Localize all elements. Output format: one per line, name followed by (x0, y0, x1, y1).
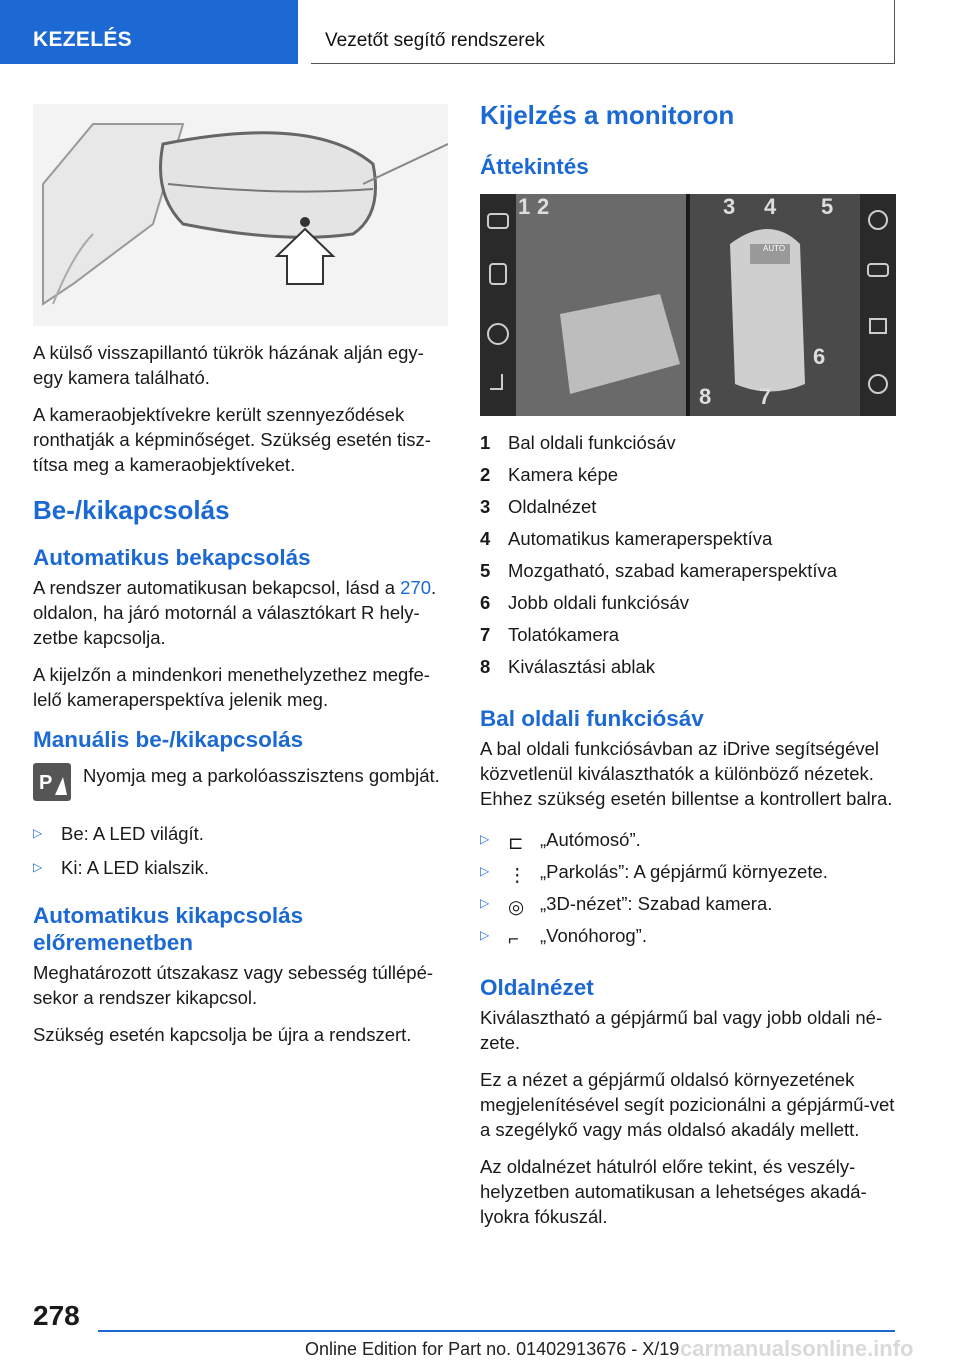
svg-text:2: 2 (537, 194, 550, 219)
legend-item: 4 Automatikus kameraperspektíva (480, 528, 773, 549)
triangle-bullet-icon: ▷ (33, 826, 43, 840)
auto-on-heading: Automatikus bekapcsolás (33, 545, 311, 570)
auto-on-text2: A kijelzőn a mindenkori menethelyzethez megfe-lelő kameraperspektíva jelenik meg. (33, 664, 430, 710)
footer-rule (98, 1330, 895, 1332)
overview-heading: Áttekintés (480, 154, 589, 179)
right-column (480, 100, 896, 1241)
side-text1: Kiválasztható a gépjármű bal vagy jobb oldali né-zete. (480, 1007, 883, 1053)
svg-text:4: 4 (764, 194, 777, 219)
legend-item: 1 Bal oldali funkciósáv (480, 432, 676, 453)
triangle-bullet-icon: ▷ (480, 832, 490, 846)
legend-item: 3 Oldalnézet (480, 496, 597, 517)
dirt-note: A kameraobjektívekre került szennyeződések ronthatják a képminőséget. Szükség esetén tisz-títsa meg a kameraobjektíveket. (33, 404, 431, 475)
svg-text:6: 6 (813, 344, 826, 369)
svg-text:P: P (39, 772, 53, 794)
left-bar-text: A bal oldali funkciósávban az iDrive segítségével közvetlenül kiválaszthatók a különböző nézetek. Ehhez szükség esetén billentse a kontrollert balra. (480, 738, 893, 809)
monitor-heading: Kijelzés a monitoron (480, 100, 735, 130)
auto-label: AUTO (763, 244, 786, 253)
car-wash-icon: ⊏ (508, 831, 524, 853)
side-text3: Az oldalnézet hátulról előre tekint, és veszély-helyzetben automatikusan a lehetséges akadá-lyokra fókuszál. (480, 1156, 867, 1227)
triangle-bullet-icon: ▷ (33, 860, 43, 874)
auto-off-text: Meghatározott útszakasz vagy sebesség túllépé-sekor a rendszer kikapcsol. (33, 962, 434, 1008)
tow-hook-icon: ⌐ (508, 927, 519, 949)
legend-list (480, 430, 896, 679)
manual-row (33, 763, 448, 801)
monitor-screen-illustration (480, 194, 896, 416)
camera-caption: A külső visszapillantó tükrök házának alján egy-egy kamera található. (33, 342, 424, 388)
edition-text: Online Edition for Part no. 01402913676 - X/19 (305, 1339, 680, 1359)
svg-text:5: 5 (821, 194, 834, 219)
auto-on-text: A rendszer automatikusan bekapcsol, lásd a 270. oldalon, ha járó motornál a választókart R hely-zetbe kapcsolja. (33, 577, 437, 648)
page-number: 278 (33, 1300, 80, 1331)
triangle-bullet-icon: ▷ (480, 928, 490, 942)
view-tow: ▷ ⌐ „Vonóhorog”. (480, 925, 647, 949)
svg-text:1: 1 (518, 194, 531, 219)
3d-view-icon: ◎ (508, 895, 525, 917)
watermark: carmanualsonline.info (680, 1336, 914, 1361)
auto-off-heading: Automatikus kikapcsolás előremenetben (33, 903, 304, 955)
section-title: KEZELÉS (33, 28, 132, 51)
left-bar-heading: Bal oldali funkciósáv (480, 706, 704, 731)
view-parking: ▷ ⋮ „Parkolás”: A gépjármű környezete. (480, 861, 828, 885)
chapter-title: Vezetőt segítő rendszerek (325, 30, 545, 51)
section-tab (0, 0, 298, 64)
svg-text:7: 7 (759, 384, 772, 409)
bullet-on: ▷ Be: A LED világít. (33, 823, 204, 844)
svg-text:3: 3 (723, 194, 736, 219)
svg-text:8: 8 (699, 384, 712, 409)
triangle-bullet-icon: ▷ (480, 864, 490, 878)
left-column (33, 104, 448, 1059)
view-3d: ▷ ◎ „3D-nézet”: Szabad kamera. (480, 893, 773, 917)
legend-item: 2 Kamera képe (480, 464, 619, 485)
manual-text: Nyomja meg a parkolóasszisztens gombját. (83, 765, 440, 786)
parking-view-icon: ⋮ (508, 863, 527, 885)
legend-item: 5 Mozgatható, szabad kameraperspektíva (480, 560, 838, 581)
legend-item: 7 Tolatókamera (480, 624, 620, 645)
manual-heading: Manuális be-/kikapcsolás (33, 727, 304, 752)
side-view-heading: Oldalnézet (480, 975, 594, 1000)
mirror-camera-illustration (33, 104, 448, 326)
triangle-bullet-icon: ▷ (480, 896, 490, 910)
page-link[interactable]: 270 (400, 577, 432, 598)
park-assist-button-icon (33, 763, 71, 801)
side-text2: Ez a nézet a gépjármű oldalsó környezetének megjelenítésével segít pozicionálni a gépjármű-vet a szegélykő vagy más oldalsó akadály mellett. (480, 1069, 895, 1140)
auto-off-text2: Szükség esetén kapcsolja be újra a rendszert. (33, 1024, 412, 1045)
legend-item: 6 Jobb oldali funkciósáv (480, 592, 689, 613)
chapter-header (311, 0, 895, 64)
onoff-heading: Be-/kikapcsolás (33, 495, 230, 525)
view-carwash: ▷ ⊏ „Autómosó”. (480, 829, 641, 853)
bullet-off: ▷ Ki: A LED kialszik. (33, 857, 210, 878)
legend-item: 8 Kiválasztási ablak (480, 656, 656, 677)
